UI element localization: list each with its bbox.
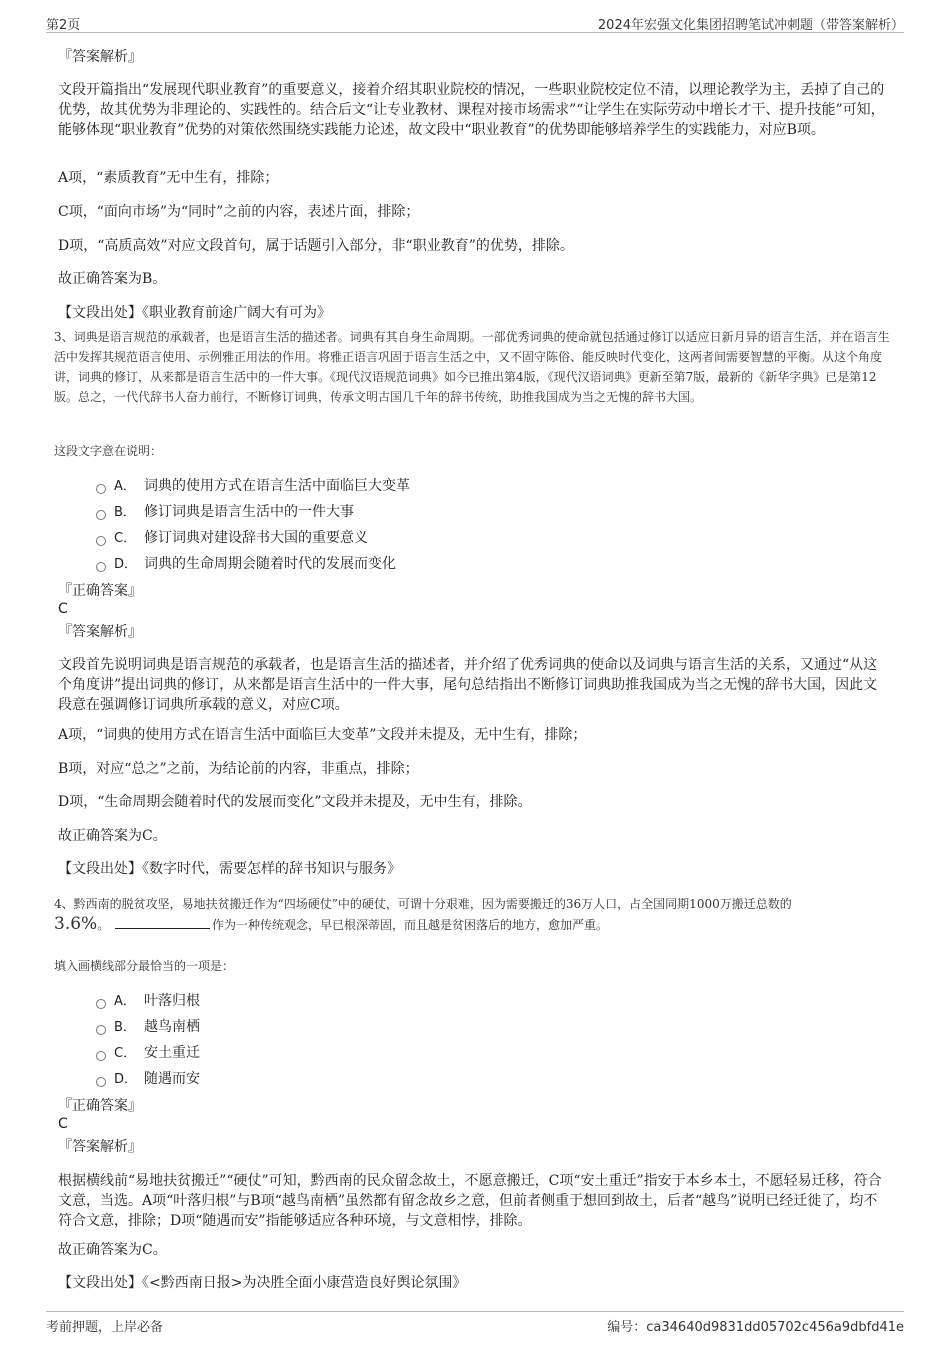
q3-option-b-analysis: B项，对应“总之”之前，为结论前的内容，非重点，排除； [58, 761, 419, 777]
fill-blank [115, 915, 210, 929]
q3-prompt: 这段文字意在说明： [54, 444, 163, 458]
q2-analysis-label: 『答案解析』 [58, 49, 142, 65]
radio-icon[interactable] [96, 1077, 106, 1087]
q4-percentage: 3.6% [54, 914, 98, 934]
q2-analysis: 文段开篇指出“发展现代职业教育”的重要意义，接着介绍其职业院校的情况，一些职业院校定位不清，以理论教学为主，丢掉了自己的优势，故其优势为非理论的、实践性的。结合后文“让专业教材、课程对接市场需求”“让学生在实际劳动中增长才干、提升技能”可知，能够体现“职业教育”优势的对策依然围绕实践能力论述，故文段中“职业教育”的优势即能够培养学生的实践能力，对应B项。 [58, 82, 885, 138]
q4-source: 【文段出处】《<黔西南日报>为决胜全面小康营造良好舆论氛围》 [58, 1275, 467, 1291]
q4-option-d[interactable]: D． 随遇而安 [96, 1069, 200, 1090]
q3-option-d-analysis: D项，“生命周期会随着时代的发展而变化”文段并未提及，无中生有，排除。 [58, 794, 532, 810]
q3-option-b[interactable]: B． 修订词典是语言生活中的一件大事 [96, 502, 354, 523]
radio-icon[interactable] [96, 510, 106, 520]
q3-option-a[interactable]: A． 词典的使用方式在语言生活中面临巨大变革 [96, 476, 410, 497]
q4-option-a[interactable]: A． 叶落归根 [96, 991, 200, 1012]
q2-option-a-analysis: A项，“素质教育”无中生有，排除； [58, 170, 279, 186]
footer-slogan: 考前押题，上岸必备 [46, 1320, 164, 1335]
q2-source: 【文段出处】《职业教育前途广阔大有可为》 [58, 305, 331, 321]
q3-option-c[interactable]: C． 修订词典对建设辞书大国的重要意义 [96, 528, 368, 549]
q4-stem-line1: 4、黔西南的脱贫攻坚，易地扶贫搬迁作为“四场硬仗”中的硬仗，可谓十分艰难，因为需要搬迁的36万人口，占全国同期1000万搬迁总数的 [54, 897, 792, 911]
radio-icon[interactable] [96, 1025, 106, 1035]
q4-analysis-label: 『答案解析』 [58, 1139, 142, 1155]
document-title: 2024年宏强文化集团招聘笔试冲刺题（带答案解析） [597, 18, 904, 33]
page-header [46, 10, 904, 33]
q3-conclusion: 故正确答案为C。 [58, 828, 167, 844]
q4-stem-line2: 3.6%。 作为一种传统观念，早已根深蒂固，而且越是贫困落后的地方，愈加严重。 [54, 914, 609, 934]
q3-analysis: 文段首先说明词典是语言规范的承载者，也是语言生活的描述者，并介绍了优秀词典的使命以及词典与语言生活的关系，又通过“从这个角度讲”提出词典的修订，从来都是语言生活中的一件大事，尾句总结指出不断修订词典助推我国成为当之无愧的辞书大国，因此文段意在强调修订词典所承载的意义，对应C项。 [58, 657, 878, 713]
q4-answer: C [58, 1116, 68, 1132]
q4-option-b[interactable]: B． 越鸟南栖 [96, 1017, 200, 1038]
q4-answer-label: 『正确答案』 [58, 1098, 142, 1114]
q3-option-d[interactable]: D． 词典的生命周期会随着时代的发展而变化 [96, 554, 396, 575]
q4-conclusion: 故正确答案为C。 [58, 1242, 167, 1258]
radio-icon[interactable] [96, 536, 106, 546]
document-id: 编号：ca34640d9831dd05702c456a9dbfd41e [607, 1320, 904, 1335]
radio-icon[interactable] [96, 1051, 106, 1061]
q4-prompt: 填入画横线部分最恰当的一项是： [54, 959, 235, 973]
q3-stem: 3、词典是语言规范的承载者，也是语言生活的描述者。词典有其自身生命周期。一部优秀词典的使命就包括通过修订以适应日新月异的语言生活，并在语言生活中发挥其规范语言使用、示例雅正用法的作用。将雅正语言巩固于语言生活之中，又不固守陈俗、能反映时代变化，这两者间需要智慧的平衡。从这个角度讲，词典的修订，从来都是语言生活中的一件大事。《现代汉语规范词典》如今已推出第4版，《现代汉语词典》更新至第7版，最新的《新华字典》已是第12版。总之，一代代辞书人奋力前行，不断修订词典，传承文明古国几千年的辞书传统，助推我国成为当之无愧的辞书大国。 [54, 330, 890, 404]
radio-icon[interactable] [96, 999, 106, 1009]
page-footer [46, 1311, 904, 1334]
radio-icon[interactable] [96, 562, 106, 572]
q3-answer: C [58, 601, 68, 617]
q4-option-c[interactable]: C． 安土重迁 [96, 1043, 200, 1064]
q2-option-c-analysis: C项，“面向市场”为“同时”之前的内容，表述片面，排除； [58, 204, 420, 220]
q3-analysis-label: 『答案解析』 [58, 624, 142, 640]
q4-analysis: 根据横线前“易地扶贫搬迁”“硬仗”可知，黔西南的民众留念故土，不愿意搬迁，C项“安土重迁”指安于本乡本土，不愿轻易迁移，符合文意，当选。A项“叶落归根”与B项“越鸟南栖”虽然都有留念故乡之意，但前者侧重于想回到故土，后者“越鸟”说明已经迁徙了，均不符合文意，排除；D项“随遇而安”指能够适应各种环境，与文意相悖，排除。 [58, 1173, 882, 1229]
radio-icon[interactable] [96, 484, 106, 494]
q3-option-a-analysis: A项，“词典的使用方式在语言生活中面临巨大变革”文段并未提及，无中生有，排除； [58, 727, 587, 743]
q3-answer-label: 『正确答案』 [58, 583, 142, 599]
q3-source: 【文段出处】《数字时代，需要怎样的辞书知识与服务》 [58, 861, 401, 877]
q2-option-d-analysis: D项，“高质高效”对应文段首句，属于话题引入部分，非“职业教育”的优势，排除。 [58, 238, 574, 254]
q2-conclusion: 故正确答案为B。 [58, 271, 167, 287]
page-number: 第2页 [46, 18, 81, 33]
